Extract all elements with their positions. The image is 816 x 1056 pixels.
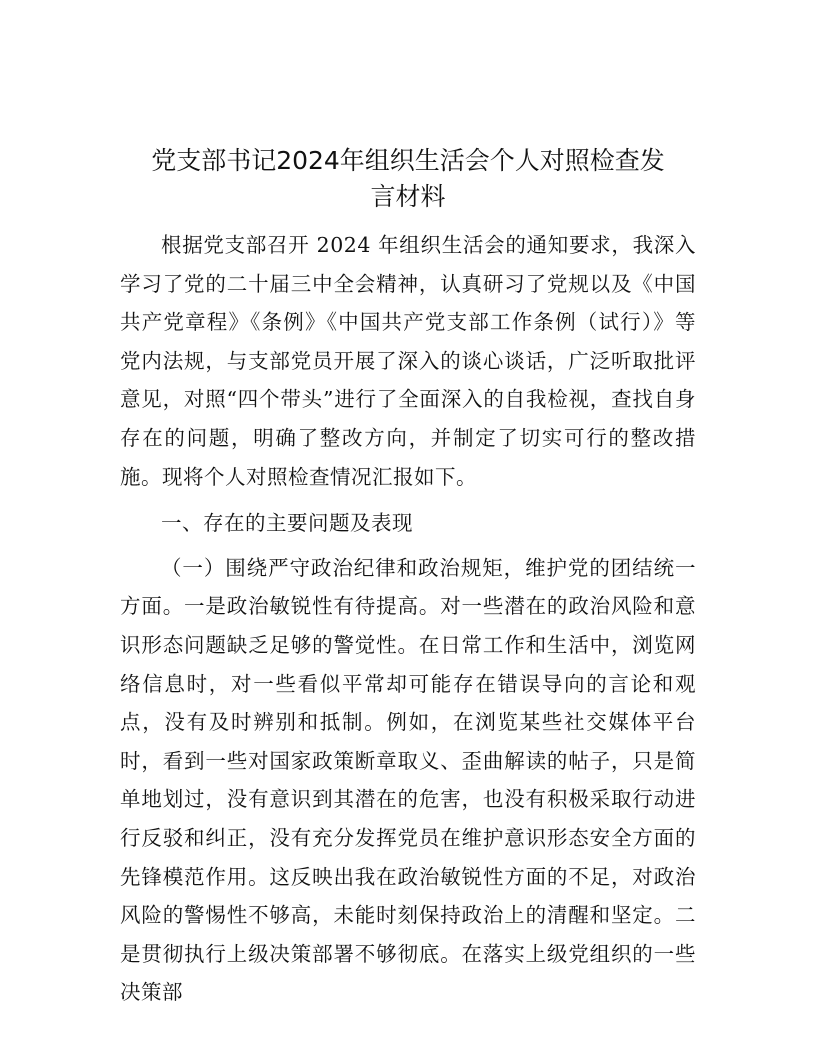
title-line-2: 言材料 — [370, 182, 446, 211]
document-title — [110, 143, 706, 215]
section-paragraph: （一）围绕严守政治纪律和政治规矩，维护党的团结统一方面。一是政治敏锐性有待提高。对一些潜在的政治风险和意识形态问题缺乏足够的警觉性。在日常工作和生活中，浏览网络信息时，对一些看似平常却可能存在错误导向的言论和观点，没有及时辨别和抵制。例如，在浏览某些社交媒体平台时，看到一些对国家政策断章取义、歪曲解读的帖子，只是简单地划过，没有意识到其潜在的危害，也没有积极采取行动进行反驳和纠正，没有充分发挥党员在维护意识形态安全方面的先锋模范作用。这反映出我在政治敏锐性方面的不足，对政治风险的警惕性不够高，未能时刻保持政治上的清醒和坚定。二是贯彻执行上级决策部署不够彻底。在落实上级党组织的一些决策部 — [120, 555, 696, 1005]
title-line-1: 党支部书记2024年组织生活会个人对照检查发 — [151, 146, 665, 175]
document-body — [120, 226, 696, 1012]
intro-paragraph: 根据党支部召开 2024 年组织生活会的通知要求，我深入学习了党的二十届三中全会精神，认真研习了党规以及《中国共产党章程》《条例》《中国共产党支部工作条例（试行）》等党内法规，与支部党员开展了深入的谈心谈话，广泛听取批评意见，对照“四个带头”进行了全面深入的自我检视，查找自身存在的问题，明确了整改方向，并制定了切实可行的整改措施。现将个人对照检查情况汇报如下。 — [120, 233, 696, 489]
section-heading: 一、存在的主要问题及表现 — [161, 511, 413, 536]
